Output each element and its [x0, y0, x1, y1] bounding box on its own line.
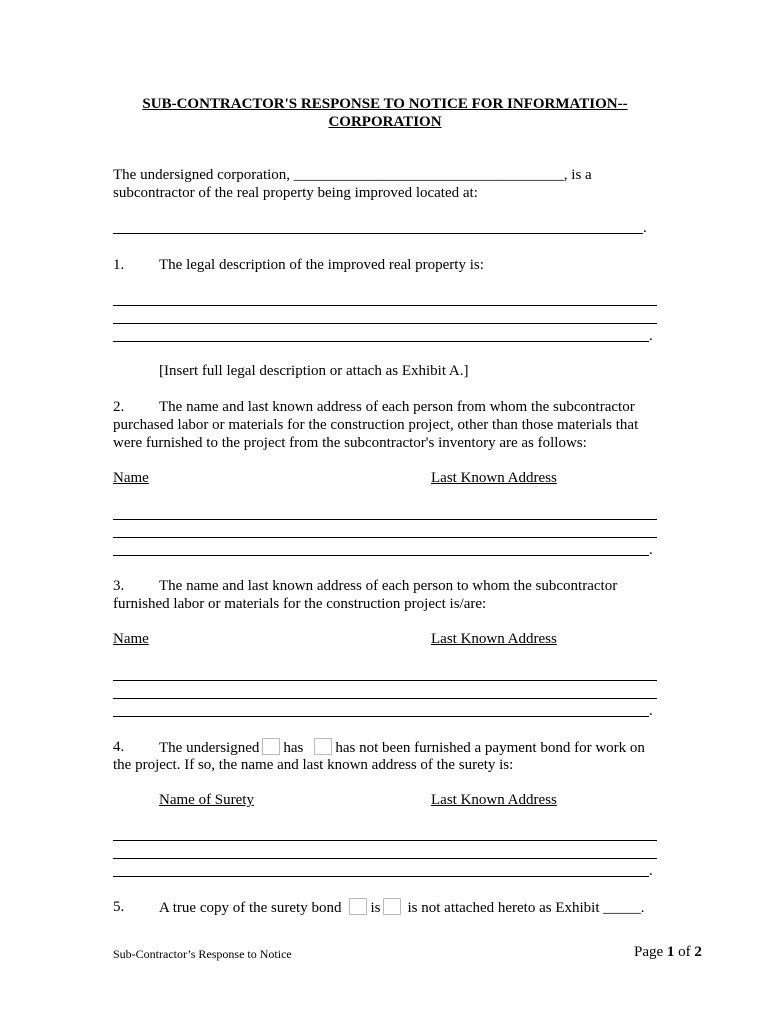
document-title-line2: CORPORATION [328, 114, 442, 130]
section3-line1: The name and last known address of each person to whom the subcontractor [159, 578, 618, 594]
intro-line1 [113, 166, 592, 184]
section5-text-c: is not attached hereto as Exhibit _____. [407, 900, 645, 916]
intro-line2: subcontractor of the real property being improved located at: [113, 185, 478, 201]
section4-text-a: The undersigned [159, 740, 260, 756]
property-location-line[interactable] [113, 233, 643, 234]
section3-line2: furnished labor or materials for the construction project is/are: [113, 596, 487, 612]
section4-line2: the project. If so, the name and last known address of the surety is: [113, 757, 514, 773]
section1-text: The legal description of the improved real property is: [159, 257, 484, 273]
legal-description-line-2[interactable] [113, 323, 657, 324]
section5-text-a: A true copy of the surety bond [159, 900, 342, 916]
document-title-line1: SUB-CONTRACTOR'S RESPONSE TO NOTICE FOR INFORMATION-- [142, 96, 628, 112]
section5-text-b: is [370, 900, 381, 916]
section3-entry-line-3[interactable] [113, 716, 649, 717]
period-mark: . [649, 863, 653, 879]
of-word: of [674, 944, 695, 960]
section3-address-header: Last Known Address [431, 631, 557, 647]
section4-line1 [159, 738, 645, 757]
intro-text-part2: , is a [563, 167, 592, 183]
section3-number: 3. [113, 578, 125, 594]
section4-entry-line-2[interactable] [113, 858, 657, 859]
section5-number: 5. [113, 899, 125, 915]
has-checkbox[interactable] [262, 738, 280, 755]
legal-description-line-3[interactable] [113, 341, 649, 342]
section3-entry-line-1[interactable] [113, 680, 657, 681]
section1-number: 1. [113, 257, 125, 273]
total-pages: 2 [694, 944, 702, 960]
legal-description-line-1[interactable] [113, 305, 657, 306]
section2-line1: The name and last known address of each person from whom the subcontractor [159, 399, 635, 415]
section2-line2: purchased labor or materials for the construction project, other than those materials that [113, 417, 639, 433]
section5-line1 [159, 898, 645, 917]
section2-line3: were furnished to the project from the subcontractor's inventory are as follows: [113, 435, 587, 451]
section4-number: 4. [113, 739, 125, 755]
is-not-checkbox[interactable] [383, 898, 401, 915]
period-mark: . [649, 328, 653, 344]
section4-entry-line-3[interactable] [113, 876, 649, 877]
period-mark: . [649, 703, 653, 719]
section2-number: 2. [113, 399, 125, 415]
is-checkbox[interactable] [349, 898, 367, 915]
intro-text-part1: The undersigned corporation, [113, 167, 294, 183]
footer-document-name: Sub-Contractor’s Response to Notice [113, 947, 292, 961]
section2-entry-line-3[interactable] [113, 555, 649, 556]
corporation-name-blank[interactable]: ____________________________________ [293, 167, 564, 183]
surety-name-header: Name of Surety [159, 792, 254, 808]
section2-entry-line-1[interactable] [113, 519, 657, 520]
section4-address-header: Last Known Address [431, 792, 557, 808]
period-mark: . [649, 542, 653, 558]
page-word: Page [634, 944, 667, 960]
section4-entry-line-1[interactable] [113, 840, 657, 841]
has-not-checkbox[interactable] [314, 738, 332, 755]
section1-note: [Insert full legal description or attach as Exhibit A.] [159, 363, 469, 379]
period-mark: . [643, 220, 647, 236]
section2-address-header: Last Known Address [431, 470, 557, 486]
section2-entry-line-2[interactable] [113, 537, 657, 538]
current-page: 1 [666, 944, 675, 960]
section3-entry-line-2[interactable] [113, 698, 657, 699]
section4-text-b: has [283, 740, 304, 756]
section4-text-c: has not been furnished a payment bond for work on [335, 740, 645, 756]
section2-name-header: Name [113, 470, 149, 486]
page-number [634, 943, 702, 961]
section3-name-header: Name [113, 631, 149, 647]
